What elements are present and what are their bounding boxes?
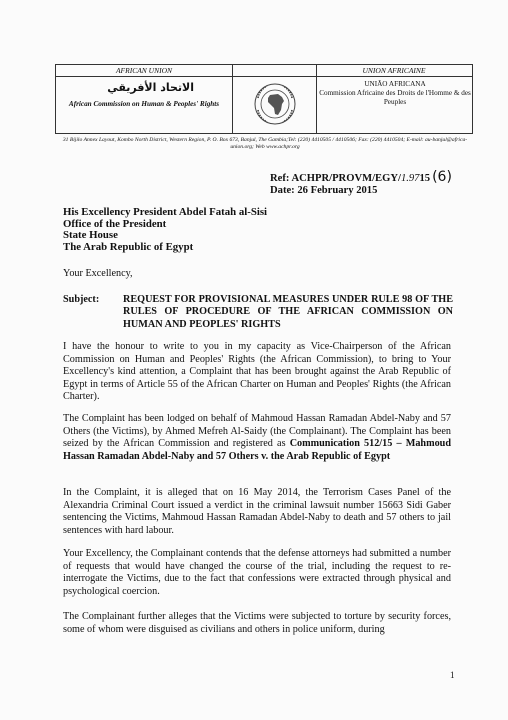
letterhead-right bbox=[318, 80, 472, 107]
body-paragraph: The Complaint has been lodged on behalf of Mahmoud Hassan Ramadan Abdel-Naby and 57 Others (the Victims), by Ahmed Mefreh Al-Saidy (the Complainant). The Complaint has been seized by the African Commission and registered as Communication 512/15 – Mahmoud Hassan Ramadan Abdel-Naby and 57 Others v. the Arab Republic of Egypt bbox=[63, 413, 451, 462]
body-paragraph: In the Complaint, it is alleged that on 16 May 2014, the Terrorism Cases Panel of the Alexandria Criminal Court issued a verdict in the criminal lawsuit number 15663 Sidi Gaber sentencing the Victims, Mahmoud Hassan Ramadan Abdel-Naby to death and 57 others to jail sentences with hard labour. bbox=[63, 487, 451, 536]
address-line: 31 Bijilo Annex Layout, Kombo North District, Western Region, P. O. Box 673, Banjul, The Gambia;Tel: (220) 4410505 / 4410506; Fax: (220) 4410504; E-mail: au-banjul@africa-union.org; Web www.achpr.org bbox=[62, 137, 468, 150]
body-paragraph: Your Excellency, the Complainant contends that the defense attorneys had submitted a number of requests that would have changed the course of the trial, including the request to re-interrogate the Victims, due to the fact that confessions were extracted through physical and psychological coercion. bbox=[63, 548, 451, 597]
page-number: 1 bbox=[450, 670, 455, 680]
right-line-2: Commission Africaine des Droits de l'Homme & des Peuples bbox=[319, 89, 471, 106]
reference-date: Date: 26 February 2015 bbox=[270, 185, 378, 196]
arabic-name: الاتحاد الأفريقي bbox=[107, 81, 194, 94]
letterhead-header-row bbox=[56, 65, 472, 77]
communication-reference: Communication 512/15 – Mahmoud Hassan Ramadan Abdel-Naby and 57 Others v. the Arab Republic of Egypt bbox=[63, 438, 451, 462]
reference-number: Ref: ACHPR/PROVM/EGY/1.9715 (6) bbox=[270, 169, 452, 185]
reference-block bbox=[270, 171, 452, 197]
letterhead-left bbox=[56, 81, 232, 109]
addressee-block bbox=[63, 207, 267, 253]
right-line-1: UNIÃO AFRICANA bbox=[364, 80, 426, 88]
addressee-line: The Arab Republic of Egypt bbox=[63, 240, 194, 253]
subject-label: Subject: bbox=[63, 294, 100, 305]
handwritten-mark: (6) bbox=[432, 169, 452, 185]
addressee-line: His Excellency President Abdel Fatah al-Sisi bbox=[63, 206, 268, 218]
commission-name-english: African Commission on Human & Peoples' Rights bbox=[68, 100, 220, 108]
divider bbox=[316, 65, 317, 134]
african-union-emblem-icon bbox=[253, 82, 297, 126]
divider bbox=[232, 65, 233, 134]
subject-text: REQUEST FOR PROVISIONAL MEASURES UNDER RULE 98 OF THE RULES OF PROCEDURE OF THE AFRICAN COMMISSION ON HUMAN AND PEOPLES' RIGHTS bbox=[123, 294, 453, 330]
letterhead bbox=[55, 64, 473, 134]
salutation: Your Excellency, bbox=[63, 268, 133, 279]
body-paragraph: I have the honour to write to you in my capacity as Vice-Chairperson of the African Commission on Human and Peoples' Rights (the African Commission), to bring to Your Excellency's kind attention, a Complaint that has been brought against the Arab Republic of Egypt in terms of Article 55 of the African Charter on Human and Peoples' Rights (the African Charter). bbox=[63, 341, 451, 403]
body-paragraph: The Complainant further alleges that the Victims were subjected to torture by security forces, some of whom were disguised as civilians and others in police uniform, during bbox=[63, 611, 451, 635]
right-header: UNION AFRICAINE bbox=[362, 66, 426, 75]
addressee-line: Office of the President bbox=[63, 217, 167, 230]
addressee-line: State House bbox=[63, 229, 118, 241]
left-header: AFRICAN UNION bbox=[115, 66, 173, 75]
